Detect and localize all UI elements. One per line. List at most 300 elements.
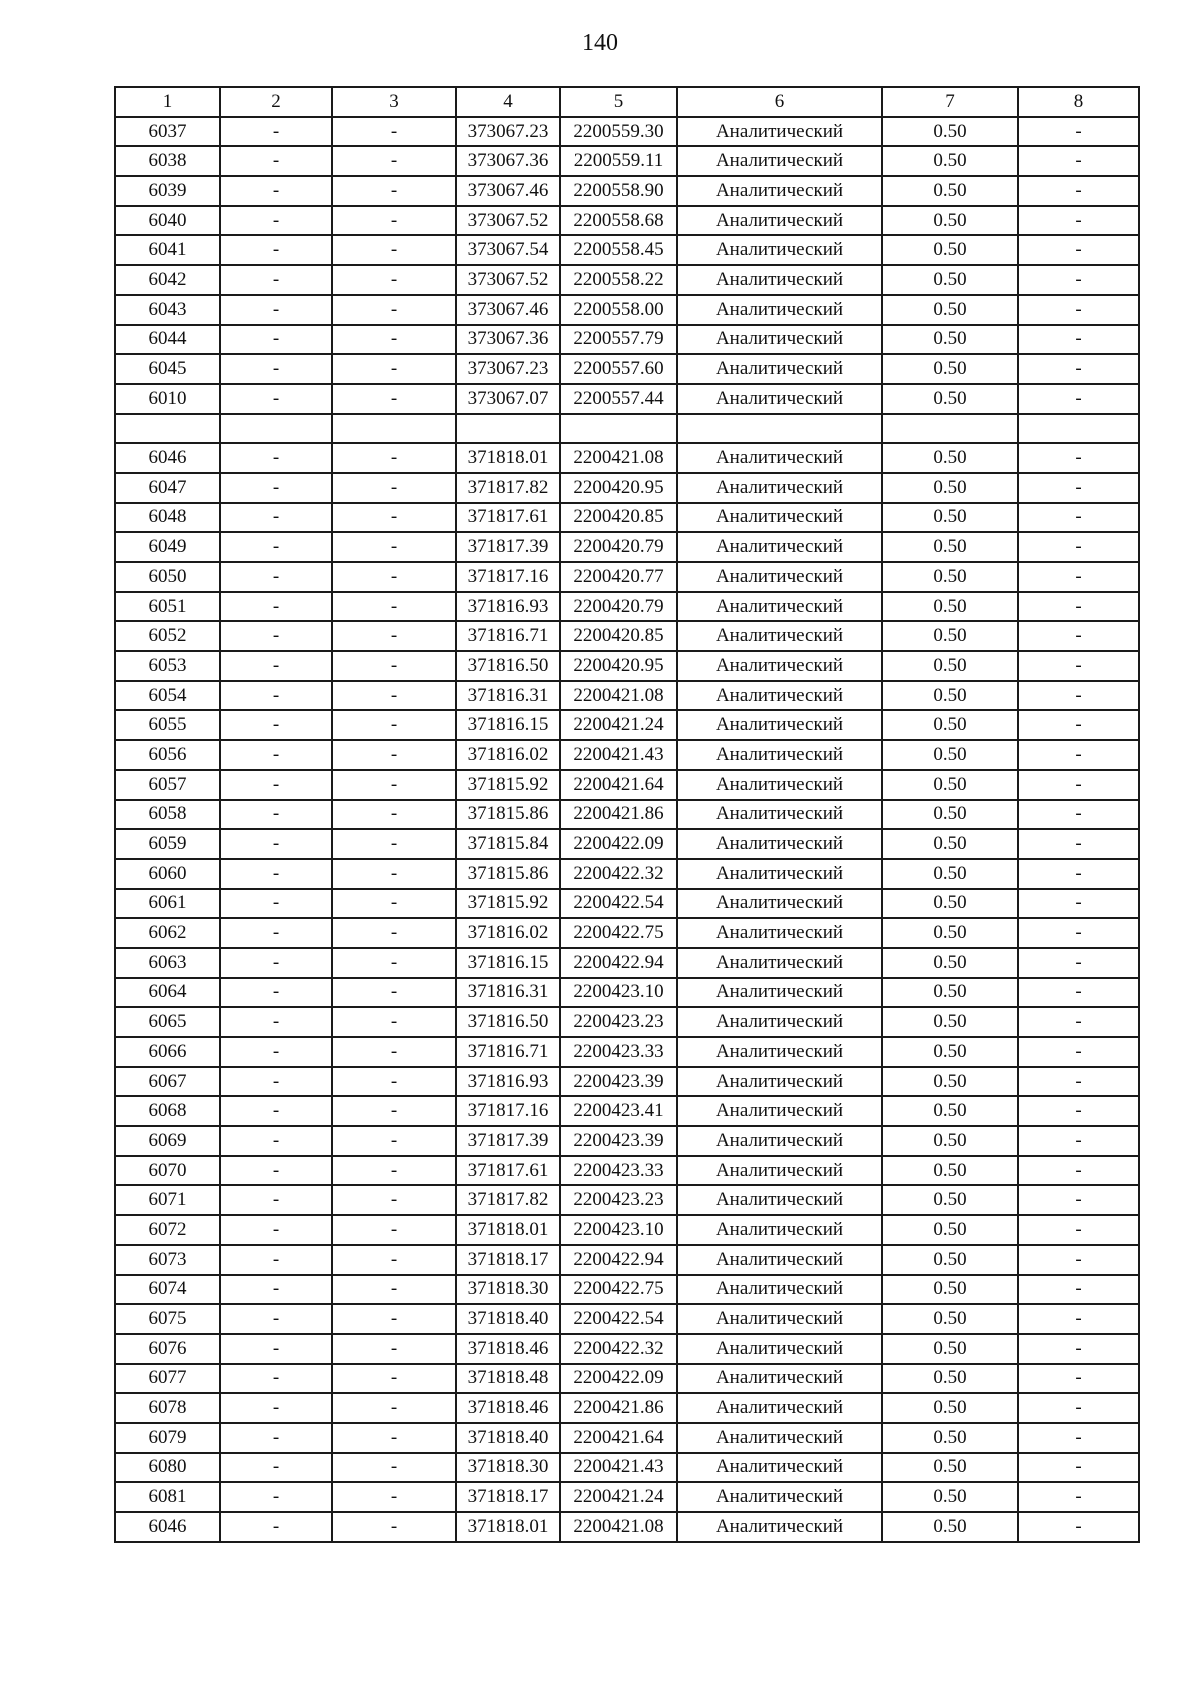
cell-column-3: -: [332, 1512, 456, 1542]
cell-accuracy: 0.50: [882, 384, 1018, 414]
cell-column-3: -: [332, 1423, 456, 1453]
cell-column-2: -: [220, 1512, 332, 1542]
cell-column-3: -: [332, 1067, 456, 1097]
cell-coordinate-x: 371816.31: [456, 978, 560, 1008]
table-row: [115, 1393, 1139, 1423]
cell-coordinate-y: 2200421.08: [560, 443, 677, 473]
cell-accuracy: 0.50: [882, 1215, 1018, 1245]
cell-column-8: -: [1018, 1126, 1139, 1156]
cell-column-8: -: [1018, 503, 1139, 533]
cell-column-2: -: [220, 1393, 332, 1423]
cell-point-number: 6047: [115, 473, 220, 503]
cell-column-3: -: [332, 1215, 456, 1245]
cell-method: Аналитический: [677, 1512, 882, 1542]
cell-coordinate-x: 371816.15: [456, 948, 560, 978]
cell-coordinate-x: 371816.93: [456, 592, 560, 622]
cell-column-2: -: [220, 800, 332, 830]
cell-coordinate-y: 2200421.24: [560, 1482, 677, 1512]
cell-method: [677, 414, 882, 444]
cell-column-2: -: [220, 146, 332, 176]
cell-accuracy: 0.50: [882, 1393, 1018, 1423]
cell-column-8: [1018, 414, 1139, 444]
table-row: [115, 651, 1139, 681]
table-row: [115, 978, 1139, 1008]
cell-point-number: 6071: [115, 1185, 220, 1215]
cell-column-8: -: [1018, 1364, 1139, 1394]
cell-coordinate-y: 2200558.90: [560, 176, 677, 206]
cell-column-8: -: [1018, 1185, 1139, 1215]
cell-point-number: 6045: [115, 354, 220, 384]
table-row: [115, 1215, 1139, 1245]
cell-method: Аналитический: [677, 265, 882, 295]
cell-method: Аналитический: [677, 1185, 882, 1215]
cell-column-3: -: [332, 948, 456, 978]
cell-column-3: -: [332, 859, 456, 889]
cell-method: Аналитический: [677, 1037, 882, 1067]
cell-column-2: -: [220, 1156, 332, 1186]
cell-point-number: 6054: [115, 681, 220, 711]
cell-column-2: -: [220, 948, 332, 978]
cell-accuracy: 0.50: [882, 532, 1018, 562]
table-row: [115, 117, 1139, 147]
cell-accuracy: 0.50: [882, 1126, 1018, 1156]
cell-column-2: -: [220, 1334, 332, 1364]
cell-column-2: -: [220, 651, 332, 681]
cell-coordinate-x: 371818.01: [456, 443, 560, 473]
cell-column-2: -: [220, 473, 332, 503]
cell-coordinate-y: 2200423.10: [560, 1215, 677, 1245]
table-row: [115, 146, 1139, 176]
cell-accuracy: 0.50: [882, 146, 1018, 176]
cell-coordinate-y: 2200420.77: [560, 562, 677, 592]
cell-point-number: 6073: [115, 1245, 220, 1275]
cell-coordinate-y: 2200422.09: [560, 829, 677, 859]
cell-coordinate-x: 371818.46: [456, 1393, 560, 1423]
cell-method: Аналитический: [677, 978, 882, 1008]
cell-coordinate-y: 2200421.43: [560, 1453, 677, 1483]
cell-point-number: 6075: [115, 1304, 220, 1334]
table-row: [115, 1364, 1139, 1394]
cell-column-8: -: [1018, 740, 1139, 770]
table-body: [115, 117, 1139, 1542]
cell-accuracy: 0.50: [882, 176, 1018, 206]
table-row: [115, 176, 1139, 206]
cell-column-8: -: [1018, 384, 1139, 414]
cell-coordinate-x: 371818.46: [456, 1334, 560, 1364]
cell-point-number: 6076: [115, 1334, 220, 1364]
cell-point-number: 6064: [115, 978, 220, 1008]
table-row: [115, 1037, 1139, 1067]
cell-coordinate-x: 373067.46: [456, 176, 560, 206]
table-row: [115, 859, 1139, 889]
cell-coordinate-y: 2200422.32: [560, 859, 677, 889]
cell-column-3: -: [332, 770, 456, 800]
cell-accuracy: 0.50: [882, 918, 1018, 948]
cell-coordinate-x: 371816.02: [456, 918, 560, 948]
cell-column-2: -: [220, 117, 332, 147]
cell-coordinate-x: 371816.50: [456, 651, 560, 681]
cell-column-2: -: [220, 206, 332, 236]
cell-accuracy: 0.50: [882, 710, 1018, 740]
cell-accuracy: 0.50: [882, 1304, 1018, 1334]
table-row: [115, 1007, 1139, 1037]
cell-accuracy: 0.50: [882, 354, 1018, 384]
cell-column-3: -: [332, 235, 456, 265]
cell-column-8: -: [1018, 206, 1139, 236]
cell-column-8: -: [1018, 562, 1139, 592]
table-row: [115, 770, 1139, 800]
cell-coordinate-y: 2200420.95: [560, 473, 677, 503]
cell-accuracy: 0.50: [882, 503, 1018, 533]
cell-point-number: 6072: [115, 1215, 220, 1245]
column-header-2: 2: [220, 87, 332, 117]
cell-accuracy: 0.50: [882, 740, 1018, 770]
cell-accuracy: 0.50: [882, 295, 1018, 325]
table-header-row: [115, 87, 1139, 117]
cell-column-2: -: [220, 443, 332, 473]
cell-coordinate-x: 371815.92: [456, 770, 560, 800]
table-row: [115, 1304, 1139, 1334]
cell-column-3: -: [332, 1126, 456, 1156]
cell-coordinate-x: 371817.82: [456, 473, 560, 503]
cell-column-2: -: [220, 740, 332, 770]
cell-method: Аналитический: [677, 1482, 882, 1512]
cell-point-number: 6068: [115, 1096, 220, 1126]
table-row: [115, 325, 1139, 355]
cell-column-8: -: [1018, 354, 1139, 384]
cell-point-number: 6039: [115, 176, 220, 206]
cell-point-number: 6065: [115, 1007, 220, 1037]
cell-method: Аналитический: [677, 1453, 882, 1483]
cell-column-2: -: [220, 859, 332, 889]
table-row: [115, 473, 1139, 503]
cell-point-number: 6041: [115, 235, 220, 265]
cell-coordinate-y: 2200422.94: [560, 1245, 677, 1275]
cell-point-number: 6037: [115, 117, 220, 147]
cell-coordinate-x: 371815.86: [456, 859, 560, 889]
cell-point-number: 6074: [115, 1275, 220, 1305]
cell-coordinate-y: 2200420.85: [560, 621, 677, 651]
cell-column-8: -: [1018, 621, 1139, 651]
cell-column-3: -: [332, 1482, 456, 1512]
cell-column-2: -: [220, 176, 332, 206]
table-row: [115, 1185, 1139, 1215]
cell-coordinate-y: 2200423.23: [560, 1007, 677, 1037]
cell-column-8: -: [1018, 1067, 1139, 1097]
cell-point-number: 6052: [115, 621, 220, 651]
cell-column-8: -: [1018, 1245, 1139, 1275]
cell-coordinate-x: 371817.82: [456, 1185, 560, 1215]
cell-coordinate-x: 371818.40: [456, 1304, 560, 1334]
cell-column-3: -: [332, 740, 456, 770]
cell-column-2: -: [220, 235, 332, 265]
cell-coordinate-y: 2200422.94: [560, 948, 677, 978]
cell-column-8: -: [1018, 325, 1139, 355]
cell-column-8: -: [1018, 1037, 1139, 1067]
cell-coordinate-x: 371816.71: [456, 1037, 560, 1067]
cell-coordinate-x: 371817.39: [456, 532, 560, 562]
cell-column-8: -: [1018, 1482, 1139, 1512]
table-row: [115, 948, 1139, 978]
cell-accuracy: 0.50: [882, 621, 1018, 651]
cell-column-3: -: [332, 1393, 456, 1423]
cell-point-number: 6081: [115, 1482, 220, 1512]
cell-method: Аналитический: [677, 948, 882, 978]
cell-column-3: -: [332, 889, 456, 919]
cell-column-3: -: [332, 325, 456, 355]
cell-column-8: -: [1018, 1423, 1139, 1453]
cell-coordinate-x: 371818.30: [456, 1275, 560, 1305]
cell-coordinate-x: 371817.39: [456, 1126, 560, 1156]
table-row: [115, 384, 1139, 414]
table-row: [115, 1482, 1139, 1512]
table-row: [115, 1334, 1139, 1364]
cell-column-8: -: [1018, 1096, 1139, 1126]
cell-point-number: 6063: [115, 948, 220, 978]
cell-point-number: 6043: [115, 295, 220, 325]
cell-method: Аналитический: [677, 354, 882, 384]
cell-point-number: 6078: [115, 1393, 220, 1423]
cell-point-number: 6053: [115, 651, 220, 681]
cell-coordinate-x: [456, 414, 560, 444]
cell-column-3: -: [332, 503, 456, 533]
cell-column-8: -: [1018, 859, 1139, 889]
table-row: [115, 206, 1139, 236]
cell-coordinate-y: 2200421.43: [560, 740, 677, 770]
cell-column-3: -: [332, 829, 456, 859]
table-row: [115, 621, 1139, 651]
cell-column-3: -: [332, 800, 456, 830]
cell-accuracy: 0.50: [882, 1453, 1018, 1483]
cell-column-2: -: [220, 1215, 332, 1245]
cell-column-3: -: [332, 384, 456, 414]
cell-coordinate-y: 2200558.45: [560, 235, 677, 265]
cell-column-2: -: [220, 1245, 332, 1275]
cell-coordinate-x: 371815.86: [456, 800, 560, 830]
cell-coordinate-y: 2200421.24: [560, 710, 677, 740]
cell-column-2: -: [220, 295, 332, 325]
cell-coordinate-x: 371818.01: [456, 1215, 560, 1245]
cell-coordinate-y: 2200423.33: [560, 1156, 677, 1186]
cell-column-2: -: [220, 354, 332, 384]
cell-method: Аналитический: [677, 1334, 882, 1364]
cell-column-8: -: [1018, 1156, 1139, 1186]
cell-coordinate-y: 2200421.86: [560, 800, 677, 830]
cell-column-8: -: [1018, 295, 1139, 325]
cell-method: Аналитический: [677, 1007, 882, 1037]
cell-column-2: -: [220, 1304, 332, 1334]
cell-coordinate-x: 371815.92: [456, 889, 560, 919]
table-row: [115, 1453, 1139, 1483]
cell-column-3: -: [332, 918, 456, 948]
cell-method: Аналитический: [677, 710, 882, 740]
cell-column-3: -: [332, 1275, 456, 1305]
cell-column-2: -: [220, 532, 332, 562]
table-row: [115, 681, 1139, 711]
cell-column-2: -: [220, 681, 332, 711]
cell-column-3: -: [332, 1364, 456, 1394]
cell-coordinate-x: 371818.30: [456, 1453, 560, 1483]
cell-column-8: -: [1018, 443, 1139, 473]
cell-column-8: -: [1018, 681, 1139, 711]
cell-accuracy: 0.50: [882, 1275, 1018, 1305]
cell-method: Аналитический: [677, 325, 882, 355]
cell-column-8: -: [1018, 889, 1139, 919]
cell-column-2: -: [220, 592, 332, 622]
cell-column-2: -: [220, 1126, 332, 1156]
cell-method: Аналитический: [677, 206, 882, 236]
cell-accuracy: 0.50: [882, 1067, 1018, 1097]
cell-coordinate-y: 2200558.00: [560, 295, 677, 325]
cell-coordinate-y: 2200420.79: [560, 532, 677, 562]
column-header-6: 6: [677, 87, 882, 117]
cell-method: Аналитический: [677, 235, 882, 265]
cell-column-8: -: [1018, 473, 1139, 503]
cell-method: Аналитический: [677, 176, 882, 206]
cell-column-3: -: [332, 1156, 456, 1186]
cell-column-2: -: [220, 829, 332, 859]
table-row: [115, 265, 1139, 295]
cell-column-3: -: [332, 206, 456, 236]
cell-accuracy: [882, 414, 1018, 444]
column-header-1: 1: [115, 87, 220, 117]
cell-accuracy: 0.50: [882, 206, 1018, 236]
cell-accuracy: 0.50: [882, 1512, 1018, 1542]
cell-point-number: 6010: [115, 384, 220, 414]
cell-method: Аналитический: [677, 651, 882, 681]
cell-accuracy: 0.50: [882, 829, 1018, 859]
cell-accuracy: 0.50: [882, 592, 1018, 622]
cell-column-8: -: [1018, 235, 1139, 265]
cell-coordinate-y: 2200421.64: [560, 1423, 677, 1453]
cell-column-3: -: [332, 1304, 456, 1334]
cell-coordinate-y: 2200422.75: [560, 918, 677, 948]
cell-coordinate-y: 2200557.79: [560, 325, 677, 355]
cell-method: Аналитический: [677, 473, 882, 503]
table-row: [115, 295, 1139, 325]
column-header-5: 5: [560, 87, 677, 117]
cell-column-3: -: [332, 978, 456, 1008]
cell-coordinate-x: 371817.61: [456, 503, 560, 533]
cell-method: Аналитический: [677, 889, 882, 919]
cell-column-3: -: [332, 1096, 456, 1126]
cell-column-2: -: [220, 384, 332, 414]
cell-point-number: 6077: [115, 1364, 220, 1394]
cell-column-8: -: [1018, 770, 1139, 800]
cell-method: Аналитический: [677, 1215, 882, 1245]
cell-coordinate-y: 2200423.23: [560, 1185, 677, 1215]
cell-accuracy: 0.50: [882, 443, 1018, 473]
table-row: [115, 829, 1139, 859]
cell-column-3: -: [332, 562, 456, 592]
cell-method: Аналитический: [677, 503, 882, 533]
cell-column-8: -: [1018, 146, 1139, 176]
cell-column-8: -: [1018, 710, 1139, 740]
table-row: [115, 562, 1139, 592]
cell-coordinate-y: 2200420.85: [560, 503, 677, 533]
cell-column-3: -: [332, 710, 456, 740]
table-row: [115, 1067, 1139, 1097]
cell-coordinate-x: 371816.71: [456, 621, 560, 651]
table-row: [115, 1156, 1139, 1186]
cell-accuracy: 0.50: [882, 235, 1018, 265]
cell-coordinate-x: 373067.23: [456, 117, 560, 147]
cell-coordinate-y: 2200559.30: [560, 117, 677, 147]
cell-coordinate-x: 371817.16: [456, 1096, 560, 1126]
cell-point-number: [115, 414, 220, 444]
cell-column-3: -: [332, 443, 456, 473]
cell-coordinate-x: 371818.40: [456, 1423, 560, 1453]
cell-coordinate-y: 2200423.10: [560, 978, 677, 1008]
cell-point-number: 6046: [115, 443, 220, 473]
cell-point-number: 6080: [115, 1453, 220, 1483]
cell-coordinate-y: 2200557.44: [560, 384, 677, 414]
cell-accuracy: 0.50: [882, 1037, 1018, 1067]
column-header-4: 4: [456, 87, 560, 117]
cell-accuracy: 0.50: [882, 562, 1018, 592]
cell-column-2: -: [220, 1007, 332, 1037]
cell-column-2: -: [220, 770, 332, 800]
cell-method: Аналитический: [677, 1304, 882, 1334]
table-row: [115, 532, 1139, 562]
cell-column-8: -: [1018, 532, 1139, 562]
cell-coordinate-y: 2200421.86: [560, 1393, 677, 1423]
cell-column-8: -: [1018, 918, 1139, 948]
cell-method: Аналитический: [677, 1126, 882, 1156]
cell-point-number: 6042: [115, 265, 220, 295]
cell-column-3: -: [332, 117, 456, 147]
cell-column-2: -: [220, 1453, 332, 1483]
cell-point-number: 6057: [115, 770, 220, 800]
cell-method: Аналитический: [677, 562, 882, 592]
cell-column-3: -: [332, 354, 456, 384]
cell-accuracy: 0.50: [882, 948, 1018, 978]
table-row: [115, 1245, 1139, 1275]
cell-column-2: -: [220, 1275, 332, 1305]
cell-column-2: -: [220, 978, 332, 1008]
cell-point-number: 6056: [115, 740, 220, 770]
cell-method: Аналитический: [677, 1393, 882, 1423]
cell-point-number: 6062: [115, 918, 220, 948]
cell-accuracy: 0.50: [882, 859, 1018, 889]
cell-coordinate-y: 2200558.68: [560, 206, 677, 236]
cell-method: Аналитический: [677, 532, 882, 562]
cell-coordinate-x: 373067.36: [456, 146, 560, 176]
cell-column-2: -: [220, 503, 332, 533]
cell-column-2: -: [220, 562, 332, 592]
cell-accuracy: 0.50: [882, 800, 1018, 830]
cell-column-8: -: [1018, 800, 1139, 830]
cell-coordinate-y: 2200422.75: [560, 1275, 677, 1305]
cell-method: Аналитический: [677, 592, 882, 622]
table-row: [115, 1096, 1139, 1126]
column-header-8: 8: [1018, 87, 1139, 117]
cell-point-number: 6055: [115, 710, 220, 740]
cell-coordinate-y: 2200423.41: [560, 1096, 677, 1126]
cell-coordinate-x: 371818.17: [456, 1482, 560, 1512]
table-row: [115, 235, 1139, 265]
cell-accuracy: 0.50: [882, 1334, 1018, 1364]
cell-coordinate-x: 373067.23: [456, 354, 560, 384]
table-row: [115, 443, 1139, 473]
cell-accuracy: 0.50: [882, 1423, 1018, 1453]
table-row: [115, 592, 1139, 622]
page-number: 140: [582, 30, 618, 56]
cell-coordinate-x: 371816.15: [456, 710, 560, 740]
cell-coordinate-x: 373067.52: [456, 206, 560, 236]
cell-point-number: 6058: [115, 800, 220, 830]
cell-coordinate-x: 371816.93: [456, 1067, 560, 1097]
